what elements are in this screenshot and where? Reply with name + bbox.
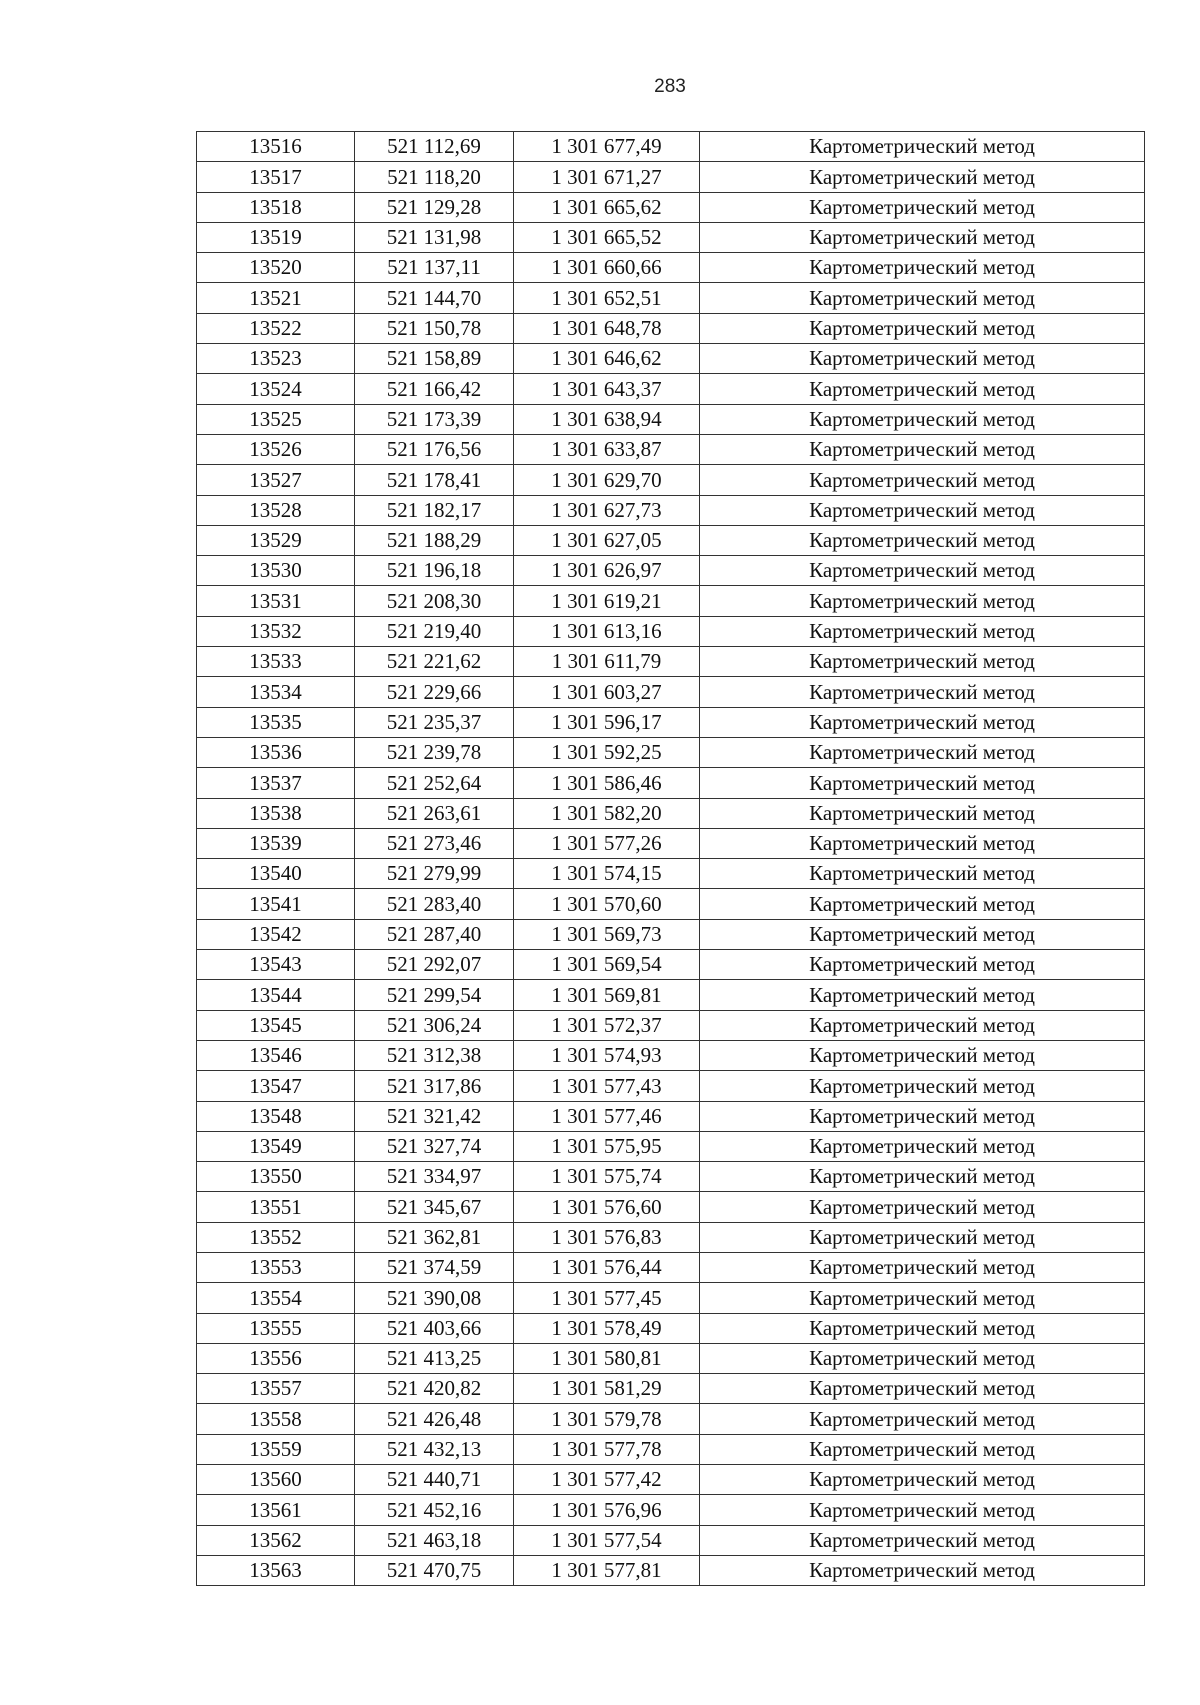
point-number-cell: 13554 [197, 1283, 355, 1313]
method-cell: Картометрический метод [700, 1465, 1145, 1495]
x-coordinate-cell: 521 173,39 [355, 404, 514, 434]
table-row [197, 586, 1145, 616]
y-coordinate-cell: 1 301 569,73 [514, 919, 700, 949]
table-row [197, 828, 1145, 858]
x-coordinate-cell: 521 345,67 [355, 1192, 514, 1222]
y-coordinate-cell: 1 301 577,42 [514, 1465, 700, 1495]
table-row [197, 1192, 1145, 1222]
method-cell: Картометрический метод [700, 1040, 1145, 1070]
y-coordinate-cell: 1 301 575,95 [514, 1131, 700, 1161]
x-coordinate-cell: 521 287,40 [355, 919, 514, 949]
x-coordinate-cell: 521 432,13 [355, 1434, 514, 1464]
point-number-cell: 13520 [197, 253, 355, 283]
page-number: 283 [654, 76, 686, 97]
point-number-cell: 13556 [197, 1343, 355, 1373]
table-row [197, 434, 1145, 464]
y-coordinate-cell: 1 301 576,96 [514, 1495, 700, 1525]
point-number-cell: 13549 [197, 1131, 355, 1161]
x-coordinate-cell: 521 221,62 [355, 647, 514, 677]
point-number-cell: 13559 [197, 1434, 355, 1464]
x-coordinate-cell: 521 166,42 [355, 374, 514, 404]
method-cell: Картометрический метод [700, 586, 1145, 616]
point-number-cell: 13548 [197, 1101, 355, 1131]
table-row [197, 737, 1145, 767]
y-coordinate-cell: 1 301 626,97 [514, 556, 700, 586]
point-number-cell: 13527 [197, 465, 355, 495]
method-cell: Картометрический метод [700, 313, 1145, 343]
y-coordinate-cell: 1 301 603,27 [514, 677, 700, 707]
y-coordinate-cell: 1 301 665,52 [514, 222, 700, 252]
point-number-cell: 13516 [197, 132, 355, 162]
method-cell: Картометрический метод [700, 1313, 1145, 1343]
y-coordinate-cell: 1 301 574,93 [514, 1040, 700, 1070]
table-row [197, 647, 1145, 677]
table-row [197, 1222, 1145, 1252]
y-coordinate-cell: 1 301 596,17 [514, 707, 700, 737]
y-coordinate-cell: 1 301 671,27 [514, 162, 700, 192]
x-coordinate-cell: 521 188,29 [355, 525, 514, 555]
x-coordinate-cell: 521 334,97 [355, 1162, 514, 1192]
y-coordinate-cell: 1 301 582,20 [514, 798, 700, 828]
x-coordinate-cell: 521 470,75 [355, 1555, 514, 1585]
y-coordinate-cell: 1 301 569,81 [514, 980, 700, 1010]
x-coordinate-cell: 521 252,64 [355, 768, 514, 798]
table-row [197, 525, 1145, 555]
y-coordinate-cell: 1 301 665,62 [514, 192, 700, 222]
point-number-cell: 13543 [197, 950, 355, 980]
point-number-cell: 13545 [197, 1010, 355, 1040]
table-row [197, 1252, 1145, 1282]
table-row [197, 465, 1145, 495]
x-coordinate-cell: 521 263,61 [355, 798, 514, 828]
y-coordinate-cell: 1 301 648,78 [514, 313, 700, 343]
y-coordinate-cell: 1 301 574,15 [514, 859, 700, 889]
table-row [197, 1162, 1145, 1192]
y-coordinate-cell: 1 301 577,46 [514, 1101, 700, 1131]
y-coordinate-cell: 1 301 629,70 [514, 465, 700, 495]
method-cell: Картометрический метод [700, 1283, 1145, 1313]
table-row [197, 313, 1145, 343]
point-number-cell: 13528 [197, 495, 355, 525]
x-coordinate-cell: 521 208,30 [355, 586, 514, 616]
x-coordinate-cell: 521 362,81 [355, 1222, 514, 1252]
x-coordinate-cell: 521 420,82 [355, 1374, 514, 1404]
point-number-cell: 13560 [197, 1465, 355, 1495]
table-row [197, 919, 1145, 949]
y-coordinate-cell: 1 301 577,81 [514, 1555, 700, 1585]
point-number-cell: 13557 [197, 1374, 355, 1404]
y-coordinate-cell: 1 301 627,73 [514, 495, 700, 525]
x-coordinate-cell: 521 137,11 [355, 253, 514, 283]
method-cell: Картометрический метод [700, 1343, 1145, 1373]
method-cell: Картометрический метод [700, 647, 1145, 677]
point-number-cell: 13521 [197, 283, 355, 313]
method-cell: Картометрический метод [700, 495, 1145, 525]
method-cell: Картометрический метод [700, 1162, 1145, 1192]
point-number-cell: 13523 [197, 344, 355, 374]
method-cell: Картометрический метод [700, 768, 1145, 798]
table-row [197, 889, 1145, 919]
table-row [197, 162, 1145, 192]
table-row [197, 222, 1145, 252]
x-coordinate-cell: 521 292,07 [355, 950, 514, 980]
table-row [197, 859, 1145, 889]
y-coordinate-cell: 1 301 627,05 [514, 525, 700, 555]
x-coordinate-cell: 521 235,37 [355, 707, 514, 737]
table-row [197, 1404, 1145, 1434]
table-row [197, 950, 1145, 980]
point-number-cell: 13531 [197, 586, 355, 616]
y-coordinate-cell: 1 301 613,16 [514, 616, 700, 646]
y-coordinate-cell: 1 301 576,60 [514, 1192, 700, 1222]
method-cell: Картометрический метод [700, 253, 1145, 283]
x-coordinate-cell: 521 452,16 [355, 1495, 514, 1525]
point-number-cell: 13553 [197, 1252, 355, 1282]
table-row [197, 192, 1145, 222]
point-number-cell: 13547 [197, 1071, 355, 1101]
x-coordinate-cell: 521 182,17 [355, 495, 514, 525]
y-coordinate-cell: 1 301 581,29 [514, 1374, 700, 1404]
method-cell: Картометрический метод [700, 434, 1145, 464]
point-number-cell: 13536 [197, 737, 355, 767]
table-row [197, 1495, 1145, 1525]
method-cell: Картометрический метод [700, 1374, 1145, 1404]
x-coordinate-cell: 521 273,46 [355, 828, 514, 858]
method-cell: Картометрический метод [700, 1252, 1145, 1282]
x-coordinate-cell: 521 158,89 [355, 344, 514, 374]
point-number-cell: 13552 [197, 1222, 355, 1252]
method-cell: Картометрический метод [700, 404, 1145, 434]
y-coordinate-cell: 1 301 577,26 [514, 828, 700, 858]
coordinates-table-body [197, 132, 1145, 1586]
x-coordinate-cell: 521 321,42 [355, 1101, 514, 1131]
y-coordinate-cell: 1 301 577,54 [514, 1525, 700, 1555]
method-cell: Картометрический метод [700, 1434, 1145, 1464]
x-coordinate-cell: 521 196,18 [355, 556, 514, 586]
table-row [197, 768, 1145, 798]
method-cell: Картометрический метод [700, 1071, 1145, 1101]
point-number-cell: 13541 [197, 889, 355, 919]
y-coordinate-cell: 1 301 660,66 [514, 253, 700, 283]
method-cell: Картометрический метод [700, 1525, 1145, 1555]
point-number-cell: 13526 [197, 434, 355, 464]
x-coordinate-cell: 521 426,48 [355, 1404, 514, 1434]
x-coordinate-cell: 521 176,56 [355, 434, 514, 464]
method-cell: Картометрический метод [700, 132, 1145, 162]
point-number-cell: 13532 [197, 616, 355, 646]
table-row [197, 1101, 1145, 1131]
point-number-cell: 13517 [197, 162, 355, 192]
table-row [197, 1131, 1145, 1161]
table-row [197, 1434, 1145, 1464]
method-cell: Картометрический метод [700, 192, 1145, 222]
method-cell: Картометрический метод [700, 1404, 1145, 1434]
x-coordinate-cell: 521 374,59 [355, 1252, 514, 1282]
point-number-cell: 13530 [197, 556, 355, 586]
point-number-cell: 13522 [197, 313, 355, 343]
point-number-cell: 13533 [197, 647, 355, 677]
x-coordinate-cell: 521 112,69 [355, 132, 514, 162]
point-number-cell: 13563 [197, 1555, 355, 1585]
x-coordinate-cell: 521 229,66 [355, 677, 514, 707]
y-coordinate-cell: 1 301 579,78 [514, 1404, 700, 1434]
table-row [197, 980, 1145, 1010]
table-row [197, 1010, 1145, 1040]
x-coordinate-cell: 521 390,08 [355, 1283, 514, 1313]
x-coordinate-cell: 521 144,70 [355, 283, 514, 313]
y-coordinate-cell: 1 301 633,87 [514, 434, 700, 464]
y-coordinate-cell: 1 301 576,83 [514, 1222, 700, 1252]
y-coordinate-cell: 1 301 572,37 [514, 1010, 700, 1040]
table-row [197, 374, 1145, 404]
table-row [197, 1525, 1145, 1555]
y-coordinate-cell: 1 301 619,21 [514, 586, 700, 616]
x-coordinate-cell: 521 131,98 [355, 222, 514, 252]
x-coordinate-cell: 521 239,78 [355, 737, 514, 767]
point-number-cell: 13535 [197, 707, 355, 737]
method-cell: Картометрический метод [700, 222, 1145, 252]
x-coordinate-cell: 521 178,41 [355, 465, 514, 495]
point-number-cell: 13538 [197, 798, 355, 828]
x-coordinate-cell: 521 413,25 [355, 1343, 514, 1373]
x-coordinate-cell: 521 283,40 [355, 889, 514, 919]
y-coordinate-cell: 1 301 652,51 [514, 283, 700, 313]
method-cell: Картометрический метод [700, 283, 1145, 313]
method-cell: Картометрический метод [700, 1101, 1145, 1131]
table-row [197, 253, 1145, 283]
y-coordinate-cell: 1 301 586,46 [514, 768, 700, 798]
table-row [197, 132, 1145, 162]
x-coordinate-cell: 521 279,99 [355, 859, 514, 889]
table-row [197, 1555, 1145, 1585]
point-number-cell: 13542 [197, 919, 355, 949]
method-cell: Картометрический метод [700, 1131, 1145, 1161]
point-number-cell: 13562 [197, 1525, 355, 1555]
table-row [197, 344, 1145, 374]
x-coordinate-cell: 521 312,38 [355, 1040, 514, 1070]
x-coordinate-cell: 521 440,71 [355, 1465, 514, 1495]
table-row [197, 1374, 1145, 1404]
table-row [197, 677, 1145, 707]
table-row [197, 616, 1145, 646]
x-coordinate-cell: 521 118,20 [355, 162, 514, 192]
point-number-cell: 13544 [197, 980, 355, 1010]
x-coordinate-cell: 521 327,74 [355, 1131, 514, 1161]
x-coordinate-cell: 521 299,54 [355, 980, 514, 1010]
table-row [197, 1343, 1145, 1373]
point-number-cell: 13555 [197, 1313, 355, 1343]
table-row [197, 1313, 1145, 1343]
y-coordinate-cell: 1 301 576,44 [514, 1252, 700, 1282]
y-coordinate-cell: 1 301 646,62 [514, 344, 700, 374]
coordinates-table [196, 131, 1145, 1586]
method-cell: Картометрический метод [700, 980, 1145, 1010]
table-row [197, 404, 1145, 434]
table-row [197, 283, 1145, 313]
method-cell: Картометрический метод [700, 950, 1145, 980]
point-number-cell: 13519 [197, 222, 355, 252]
point-number-cell: 13546 [197, 1040, 355, 1070]
y-coordinate-cell: 1 301 580,81 [514, 1343, 700, 1373]
point-number-cell: 13540 [197, 859, 355, 889]
method-cell: Картометрический метод [700, 1555, 1145, 1585]
method-cell: Картометрический метод [700, 677, 1145, 707]
method-cell: Картометрический метод [700, 162, 1145, 192]
y-coordinate-cell: 1 301 677,49 [514, 132, 700, 162]
x-coordinate-cell: 521 129,28 [355, 192, 514, 222]
y-coordinate-cell: 1 301 569,54 [514, 950, 700, 980]
point-number-cell: 13551 [197, 1192, 355, 1222]
y-coordinate-cell: 1 301 578,49 [514, 1313, 700, 1343]
point-number-cell: 13529 [197, 525, 355, 555]
point-number-cell: 13561 [197, 1495, 355, 1525]
method-cell: Картометрический метод [700, 465, 1145, 495]
point-number-cell: 13550 [197, 1162, 355, 1192]
method-cell: Картометрический метод [700, 737, 1145, 767]
method-cell: Картометрический метод [700, 616, 1145, 646]
x-coordinate-cell: 521 150,78 [355, 313, 514, 343]
method-cell: Картометрический метод [700, 859, 1145, 889]
point-number-cell: 13539 [197, 828, 355, 858]
method-cell: Картометрический метод [700, 919, 1145, 949]
point-number-cell: 13524 [197, 374, 355, 404]
y-coordinate-cell: 1 301 575,74 [514, 1162, 700, 1192]
y-coordinate-cell: 1 301 577,43 [514, 1071, 700, 1101]
table-row [197, 1283, 1145, 1313]
y-coordinate-cell: 1 301 643,37 [514, 374, 700, 404]
table-row [197, 798, 1145, 828]
y-coordinate-cell: 1 301 577,78 [514, 1434, 700, 1464]
point-number-cell: 13558 [197, 1404, 355, 1434]
method-cell: Картометрический метод [700, 828, 1145, 858]
method-cell: Картометрический метод [700, 525, 1145, 555]
x-coordinate-cell: 521 317,86 [355, 1071, 514, 1101]
x-coordinate-cell: 521 306,24 [355, 1010, 514, 1040]
table-row [197, 1040, 1145, 1070]
y-coordinate-cell: 1 301 611,79 [514, 647, 700, 677]
method-cell: Картометрический метод [700, 344, 1145, 374]
y-coordinate-cell: 1 301 577,45 [514, 1283, 700, 1313]
y-coordinate-cell: 1 301 570,60 [514, 889, 700, 919]
x-coordinate-cell: 521 463,18 [355, 1525, 514, 1555]
point-number-cell: 13525 [197, 404, 355, 434]
x-coordinate-cell: 521 219,40 [355, 616, 514, 646]
table-row [197, 707, 1145, 737]
method-cell: Картометрический метод [700, 556, 1145, 586]
method-cell: Картометрический метод [700, 707, 1145, 737]
method-cell: Картометрический метод [700, 1495, 1145, 1525]
table-row [197, 1465, 1145, 1495]
method-cell: Картометрический метод [700, 1010, 1145, 1040]
point-number-cell: 13537 [197, 768, 355, 798]
method-cell: Картометрический метод [700, 1222, 1145, 1252]
point-number-cell: 13518 [197, 192, 355, 222]
point-number-cell: 13534 [197, 677, 355, 707]
table-row [197, 1071, 1145, 1101]
table-row [197, 556, 1145, 586]
method-cell: Картометрический метод [700, 1192, 1145, 1222]
y-coordinate-cell: 1 301 592,25 [514, 737, 700, 767]
method-cell: Картометрический метод [700, 889, 1145, 919]
x-coordinate-cell: 521 403,66 [355, 1313, 514, 1343]
y-coordinate-cell: 1 301 638,94 [514, 404, 700, 434]
method-cell: Картометрический метод [700, 374, 1145, 404]
method-cell: Картометрический метод [700, 798, 1145, 828]
table-row [197, 495, 1145, 525]
